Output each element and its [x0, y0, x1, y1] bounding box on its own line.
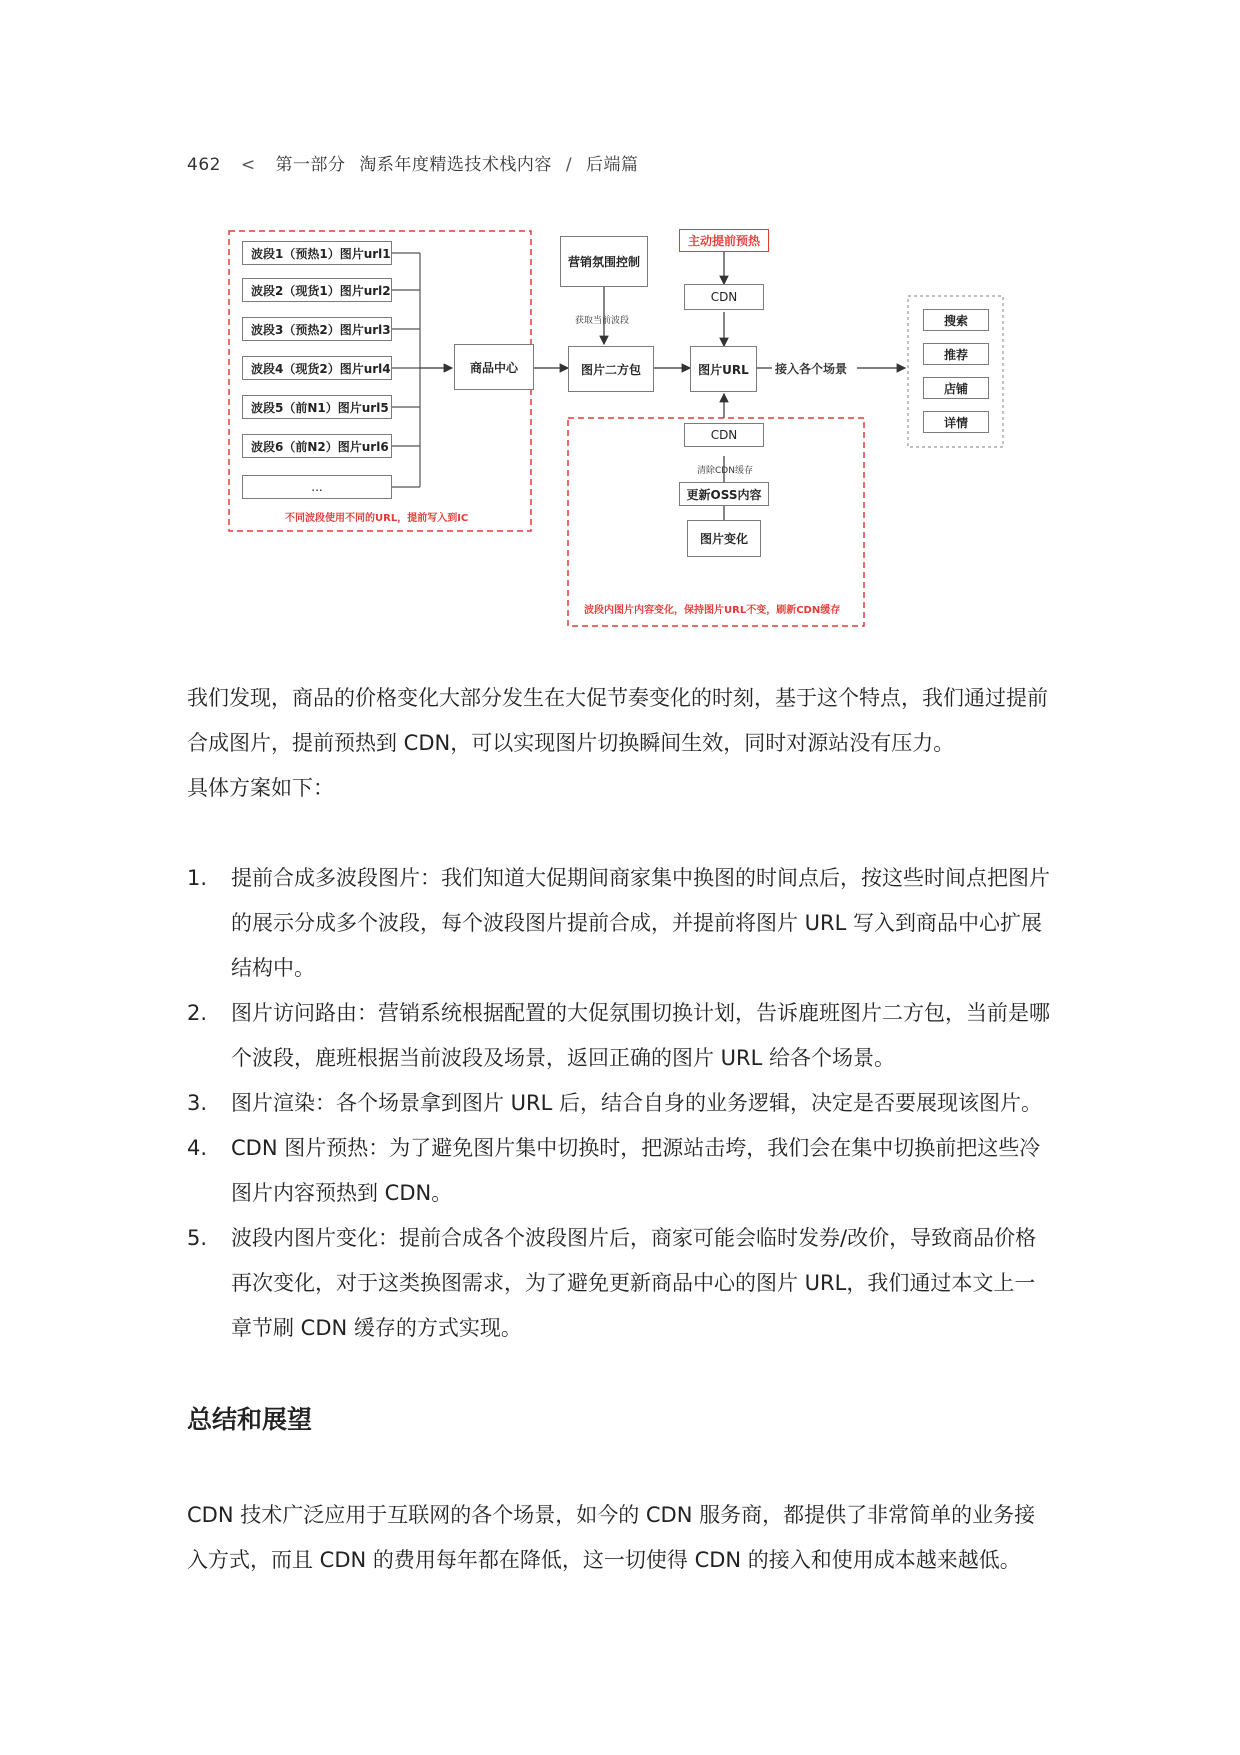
scene-recommend-box: 推荐 [923, 343, 989, 365]
list-text: CDN 图片预热：为了避免图片集中切换时，把源站击垮，我们会在集中切换前把这些冷图片内容预热到 CDN。 [231, 1136, 1041, 1205]
list-item [187, 1216, 1053, 1351]
wave-item-1: 波段1（预热1）图片url1 [242, 241, 392, 265]
list-item [187, 991, 1053, 1081]
architecture-diagram [227, 226, 1027, 626]
chevron-left-icon: < [240, 155, 256, 175]
wave-item-6: 波段6（前N2）图片url6 [242, 434, 392, 458]
list-number: 3. [187, 1091, 208, 1115]
marketing-control-box: 营销氛围控制 [560, 236, 648, 287]
wave-item-4: 波段4（现货2）图片url4 [242, 356, 392, 380]
image-url-box: 图片URL [690, 346, 757, 392]
image-change-box: 图片变化 [687, 520, 761, 557]
list-item [187, 1081, 1053, 1126]
section-name: 后端篇 [585, 155, 639, 175]
get-current-wave-label: 获取当前波段 [575, 316, 630, 326]
part-label: 第一部分 [275, 155, 346, 175]
list-number: 5. [187, 1226, 208, 1250]
wave-item-3: 波段3（预热2）图片url3 [242, 317, 392, 341]
active-preheat-box: 主动提前预热 [679, 229, 769, 252]
list-text: 提前合成多波段图片：我们知道大促期间商家集中换图的时间点后，按这些时间点把图片的展示分成多个波段，每个波段图片提前合成，并提前将图片 URL 写入到商品中心扩展结构中。 [231, 866, 1050, 980]
list-text: 波段内图片变化：提前合成各个波段图片后，商家可能会临时发券/改价，导致商品价格再次变化，对于这类换图需求，为了避免更新商品中心的图片 URL，我们通过本文上一章节刷 CDN 缓存的方式实现。 [231, 1226, 1037, 1340]
list-number: 4. [187, 1136, 208, 1160]
wave-note: 不同波段使用不同的URL，提前写入到IC [285, 513, 469, 524]
section-heading: 总结和展望 [187, 1405, 313, 1434]
access-scenes-label: 接入各个场景 [772, 360, 850, 377]
paragraph-1: 我们发现，商品的价格变化大部分发生在大促节奏变化的时刻，基于这个特点，我们通过提前合成图片，提前预热到 CDN，可以实现图片切换瞬间生效，同时对源站没有压力。 [187, 686, 1048, 755]
scene-shop-box: 店铺 [923, 377, 989, 399]
list-text: 图片渲染：各个场景拿到图片 URL 后，结合自身的业务逻辑，决定是否要展现该图片。 [231, 1091, 1043, 1115]
product-center-box: 商品中心 [454, 344, 534, 390]
update-oss-box: 更新OSS内容 [679, 482, 769, 506]
clear-cdn-cache-label: 清除CDN缓存 [697, 466, 753, 476]
scene-detail-box: 详情 [923, 411, 989, 433]
wave-item-5: 波段5（前N1）图片url5 [242, 395, 392, 419]
list-item [187, 856, 1053, 991]
wave-item-2: 波段2（现货1）图片url2 [242, 278, 392, 302]
wave-item-more: ... [242, 475, 392, 499]
list-number: 1. [187, 866, 208, 890]
image-lib-box: 图片二方包 [568, 346, 654, 392]
bottom-note: 波段内图片内容变化，保持图片URL不变，刷新CDN缓存 [584, 605, 841, 616]
list-number: 2. [187, 1001, 208, 1025]
cdn-top-box: CDN [684, 284, 764, 310]
paragraph-2: 具体方案如下： [187, 776, 334, 800]
paragraph-3: CDN 技术广泛应用于互联网的各个场景，如今的 CDN 服务商，都提供了非常简单的业务接入方式，而且 CDN 的费用每年都在降低，这一切使得 CDN 的接入和使用成本越来越低。 [187, 1503, 1036, 1572]
cdn-bottom-box: CDN [684, 423, 764, 447]
list-item [187, 1126, 1053, 1216]
list-text: 图片访问路由：营销系统根据配置的大促氛围切换计划，告诉鹿班图片二方包，当前是哪个波段，鹿班根据当前波段及场景，返回正确的图片 URL 给各个场景。 [231, 1001, 1050, 1070]
book-title: 淘系年度精选技术栈内容 [359, 155, 552, 175]
header-slash: / [565, 155, 573, 175]
running-header [187, 150, 638, 175]
scene-search-box: 搜索 [923, 309, 989, 331]
page-number: 462 [187, 155, 221, 175]
steps-list [187, 856, 1053, 1351]
